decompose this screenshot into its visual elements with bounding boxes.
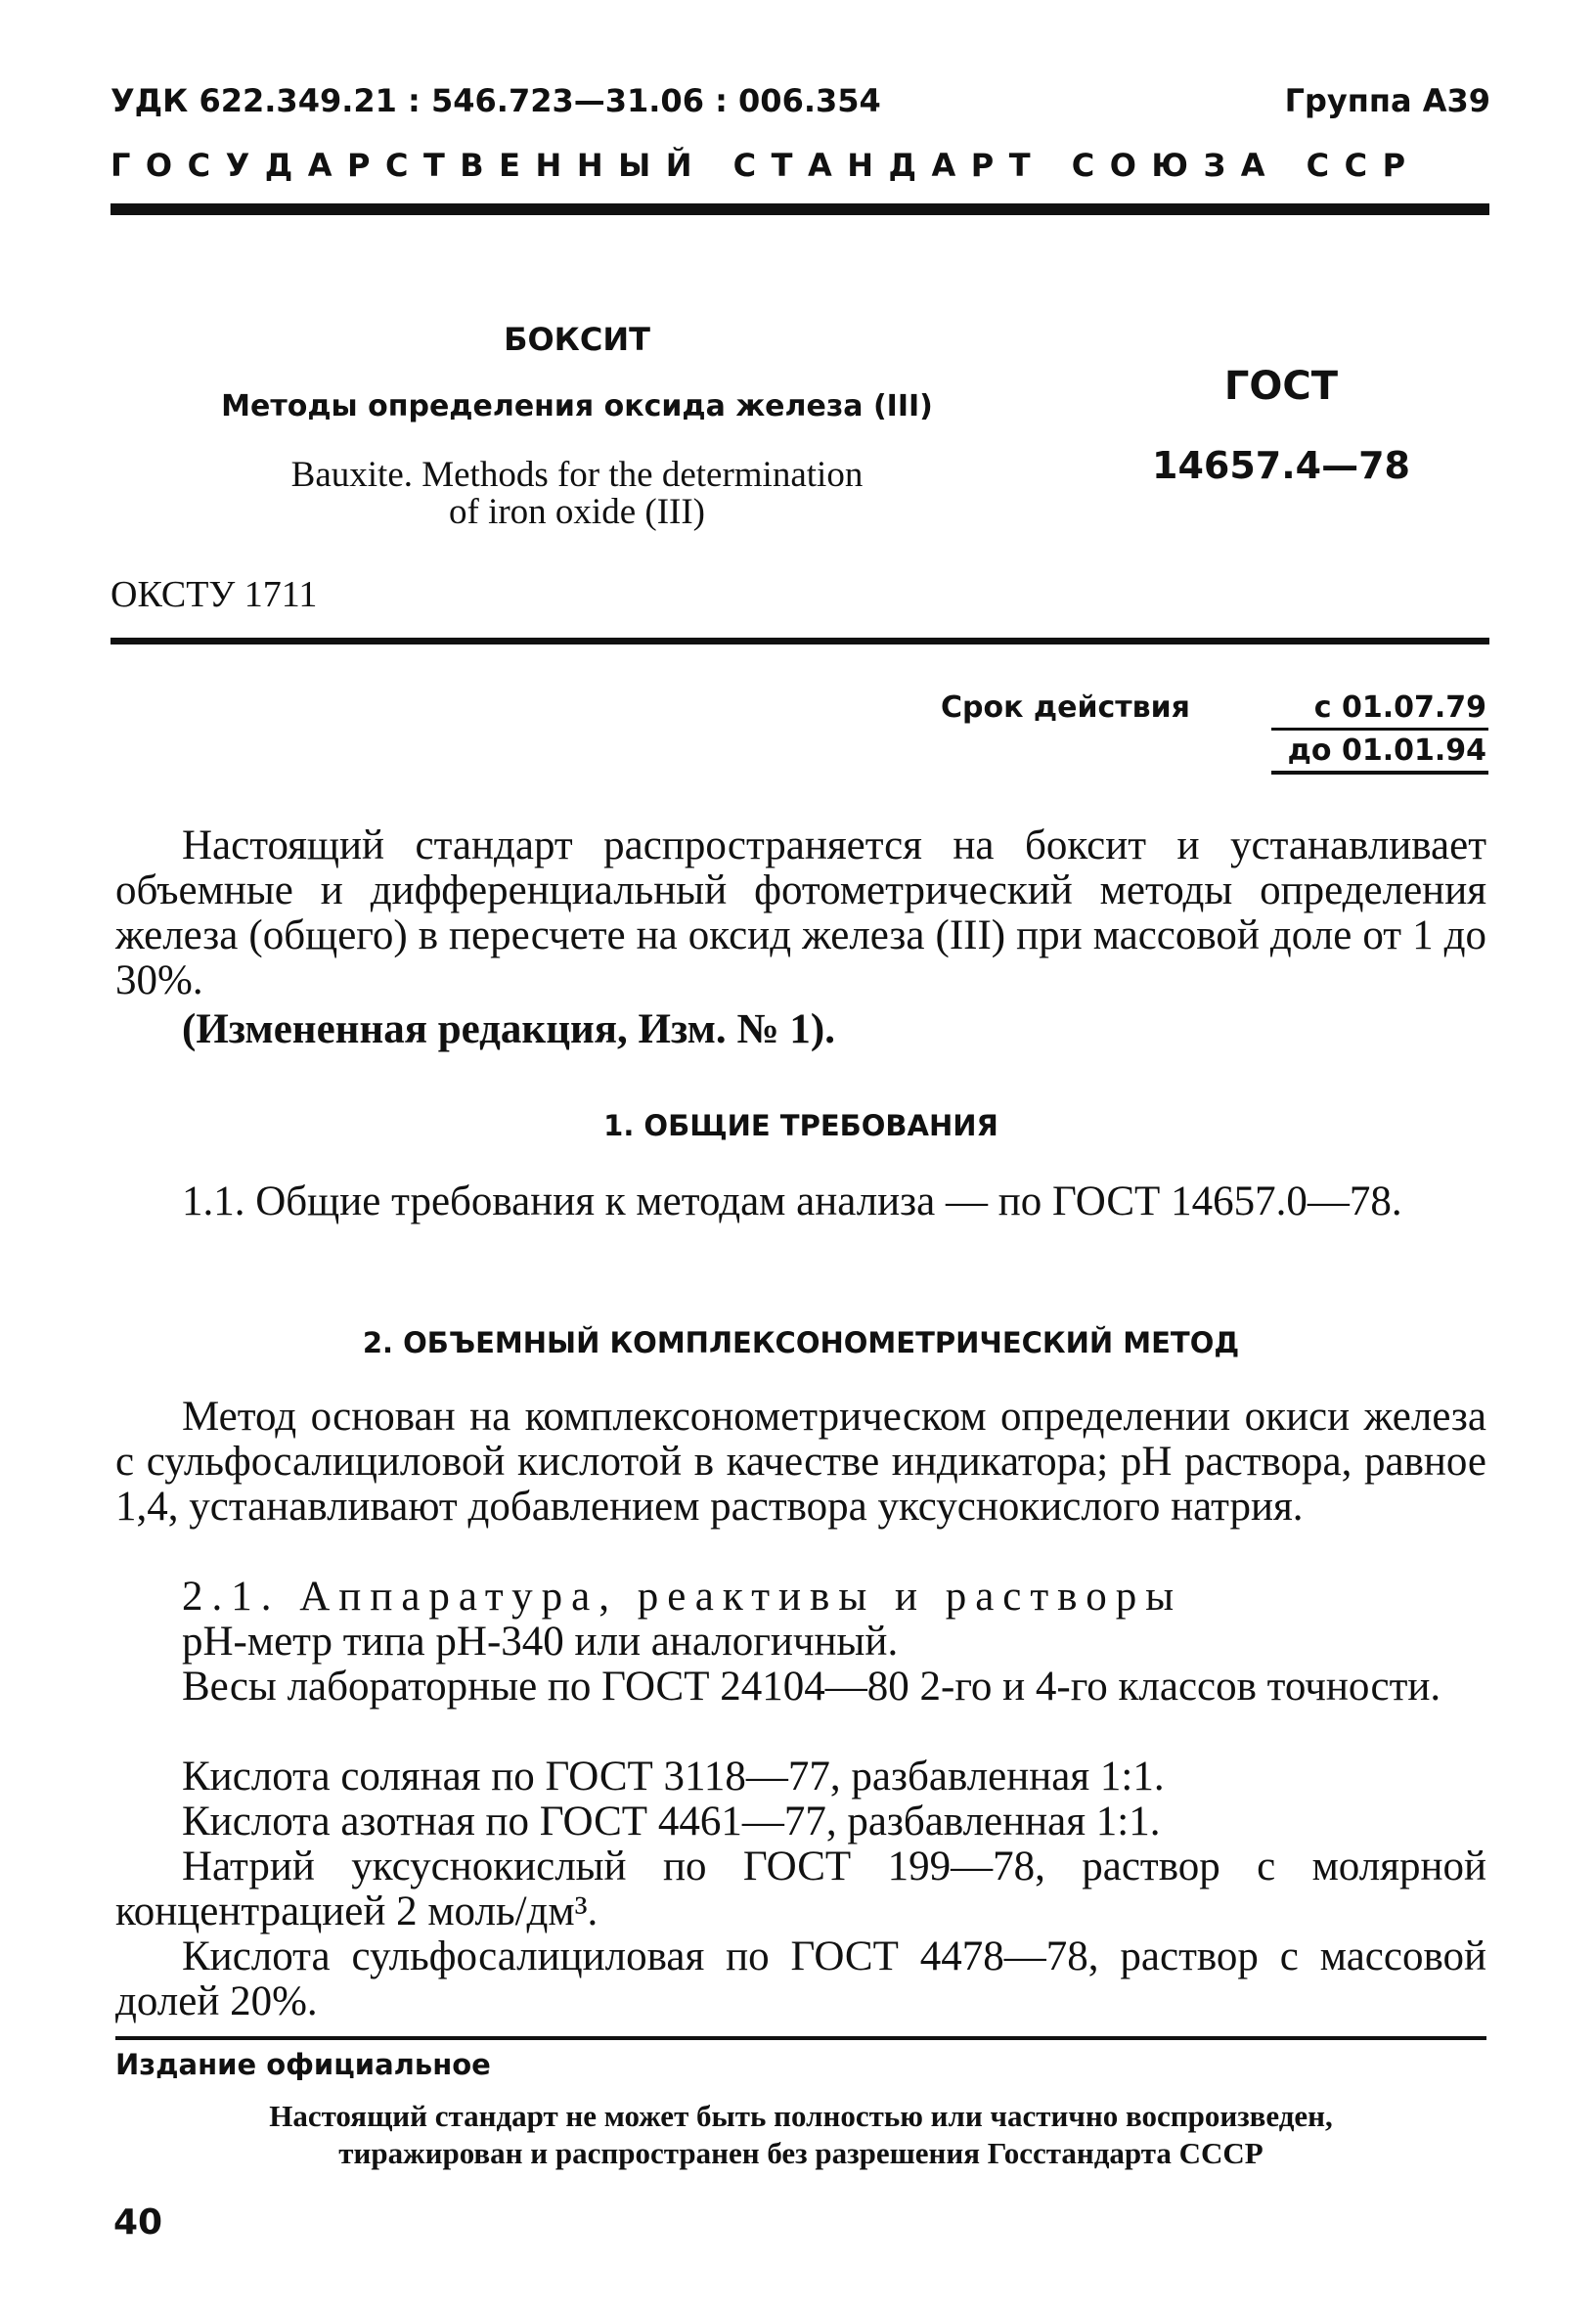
document-title: БОКСИТ <box>504 321 650 358</box>
state-standard-banner: ГОСУДАРСТВЕННЫЙ СТАНДАРТ СОЮЗА ССР <box>111 147 1421 184</box>
validity-to: до 01.01.94 <box>1287 733 1486 768</box>
section-2-paragraph: Метод основан на комплексонометрическом определении окиси железа с сульфосалициловой кислотой в качестве индикатора; pH раствора, равное 1,4, устанавливают добавлением раствора уксуснокислого натрия. <box>115 1394 1486 1530</box>
reagent-item: Кислота соляная по ГОСТ 3118—77, разбавленная 1:1. <box>182 1754 1165 1800</box>
section-2-heading: 2. ОБЪЕМНЫЙ КОМПЛЕКСОНОМЕТРИЧЕСКИЙ МЕТОД <box>362 1326 1240 1359</box>
validity-from: с 01.07.79 <box>1313 690 1486 725</box>
reagent-item: pH-метр типа pH-340 или аналогичный. <box>182 1619 899 1665</box>
reagent-item: Весы лабораторные по ГОСТ 24104—80 2-го и 4-го классов точности. <box>182 1664 1441 1710</box>
validity-separator <box>1271 728 1488 731</box>
reagent-item: Натрий уксуснокислый по ГОСТ 199—78, раствор с молярной концентрацией 2 моль/дм³. <box>115 1844 1486 1934</box>
udk-code: УДК 622.349.21 : 546.723—31.06 : 006.354 <box>111 82 881 119</box>
copyright-notice-line2: тиражирован и распространен без разрешения Госстандарта СССР <box>338 2136 1264 2170</box>
title-rule <box>111 638 1489 644</box>
validity-underline <box>1271 771 1488 775</box>
footer-rule <box>115 2036 1486 2040</box>
official-edition-label: Издание официальное <box>115 2048 491 2081</box>
section-2-1-heading: 2.1. Аппаратура, реактивы и растворы <box>182 1574 1183 1620</box>
amendment-note: (Измененная редакция, Изм. № 1). <box>182 1006 835 1052</box>
page-number: 40 <box>113 2202 163 2243</box>
section-1-heading: 1. ОБЩИЕ ТРЕБОВАНИЯ <box>603 1109 998 1142</box>
intro-paragraph: Настоящий стандарт распространяется на боксит и устанавливает объемные и дифференциальный фотометрический методы определения железа (общего) в пересчете на оксид железа (III) при массовой доле от 1 до 30%. <box>115 822 1486 1003</box>
reagent-item: Кислота сульфосалициловая по ГОСТ 4478—78, раствор с массовой долей 20%. <box>115 1933 1486 2024</box>
subtitle-english-line1: Bauxite. Methods for the determination <box>290 455 864 495</box>
reagent-item: Кислота азотная по ГОСТ 4461—77, разбавленная 1:1. <box>182 1799 1161 1844</box>
group-code: Группа А39 <box>1284 82 1490 119</box>
subtitle-english-line2: of iron oxide (III) <box>449 492 705 532</box>
header-rule <box>111 203 1489 215</box>
okstu-code: ОКСТУ 1711 <box>111 574 318 615</box>
validity-label: Срок действия <box>941 690 1190 725</box>
subtitle-russian: Методы определения оксида железа (III) <box>221 389 933 423</box>
section-1-1-paragraph: 1.1. Общие требования к методам анализа — по ГОСТ 14657.0—78. <box>182 1178 1402 1224</box>
copyright-notice-line1: Настоящий стандарт не может быть полностью или частично воспроизведен, <box>269 2099 1333 2133</box>
gost-label: ГОСТ <box>1223 364 1339 409</box>
gost-number: 14657.4—78 <box>1152 444 1410 487</box>
